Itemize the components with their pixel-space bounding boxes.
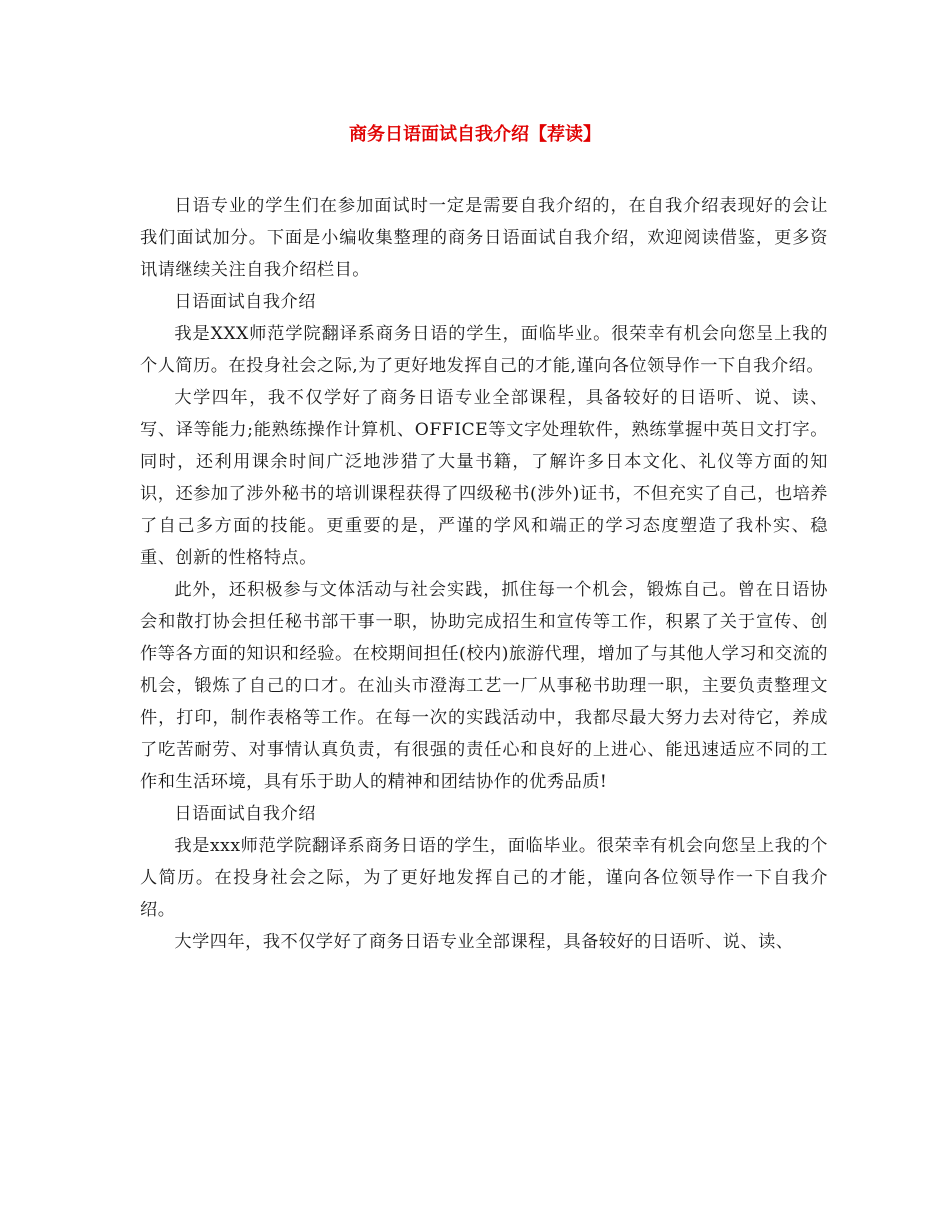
document-title: 商务日语面试自我介绍【荐读】: [349, 124, 601, 145]
section-heading: 日语面试自我介绍: [174, 804, 316, 824]
paragraph-intro: 日语专业的学生们在参加面试时一定是需要自我介绍的，在自我介绍表现好的会让我们面试加分。下面是小编收集整理的商务日语面试自我介绍，欢迎阅读借鉴，更多资讯请继续关注自我介绍栏目。: [140, 196, 828, 280]
document-body: [140, 190, 828, 958]
paragraph: 我是xxx师范学院翻译系商务日语的学生，面临毕业。很荣幸有机会向您呈上我的个人简历。在投身社会之际，为了更好地发挥自己的才能，谨向各位领导作一下自我介绍。: [140, 836, 828, 920]
section-heading: 日语面试自我介绍: [174, 292, 316, 312]
paragraph: 此外，还积极参与文体活动与社会实践，抓住每一个机会，锻炼自己。曾在日语协会和散打协会担任秘书部干事一职，协助完成招生和宣传等工作，积累了关于宣传、创作等各方面的知识和经验。在校期间担任(校内)旅游代理，增加了与其他人学习和交流的机会，锻炼了自己的口才。在汕头市澄海工艺一厂从事秘书助理一职，主要负责整理文件，打印，制作表格等工作。在每一次的实践活动中，我都尽最大努力去对待它，养成了吃苦耐劳、对事情认真负责，有很强的责任心和良好的上进心、能迅速适应不同的工作和生活环境，具有乐于助人的精神和团结协作的优秀品质!: [140, 580, 828, 792]
paragraph: 大学四年，我不仅学好了商务日语专业全部课程，具备较好的日语听、说、读、: [174, 932, 794, 952]
paragraph: 大学四年，我不仅学好了商务日语专业全部课程，具备较好的日语听、说、读、写、译等能力;能熟练操作计算机、OFFICE等文字处理软件，熟练掌握中英日文打字。同时，还利用课余时间广泛地涉猎了大量书籍，了解许多日本文化、礼仪等方面的知识，还参加了涉外秘书的培训课程获得了四级秘书(涉外)证书，不但充实了自己，也培养了自己多方面的技能。更重要的是，严谨的学风和端正的学习态度塑造了我朴实、稳重、创新的性格特点。: [140, 388, 828, 568]
paragraph: 我是XXX师范学院翻译系商务日语的学生，面临毕业。很荣幸有机会向您呈上我的个人简历。在投身社会之际,为了更好地发挥自己的才能,谨向各位领导作一下自我介绍。: [140, 324, 828, 376]
